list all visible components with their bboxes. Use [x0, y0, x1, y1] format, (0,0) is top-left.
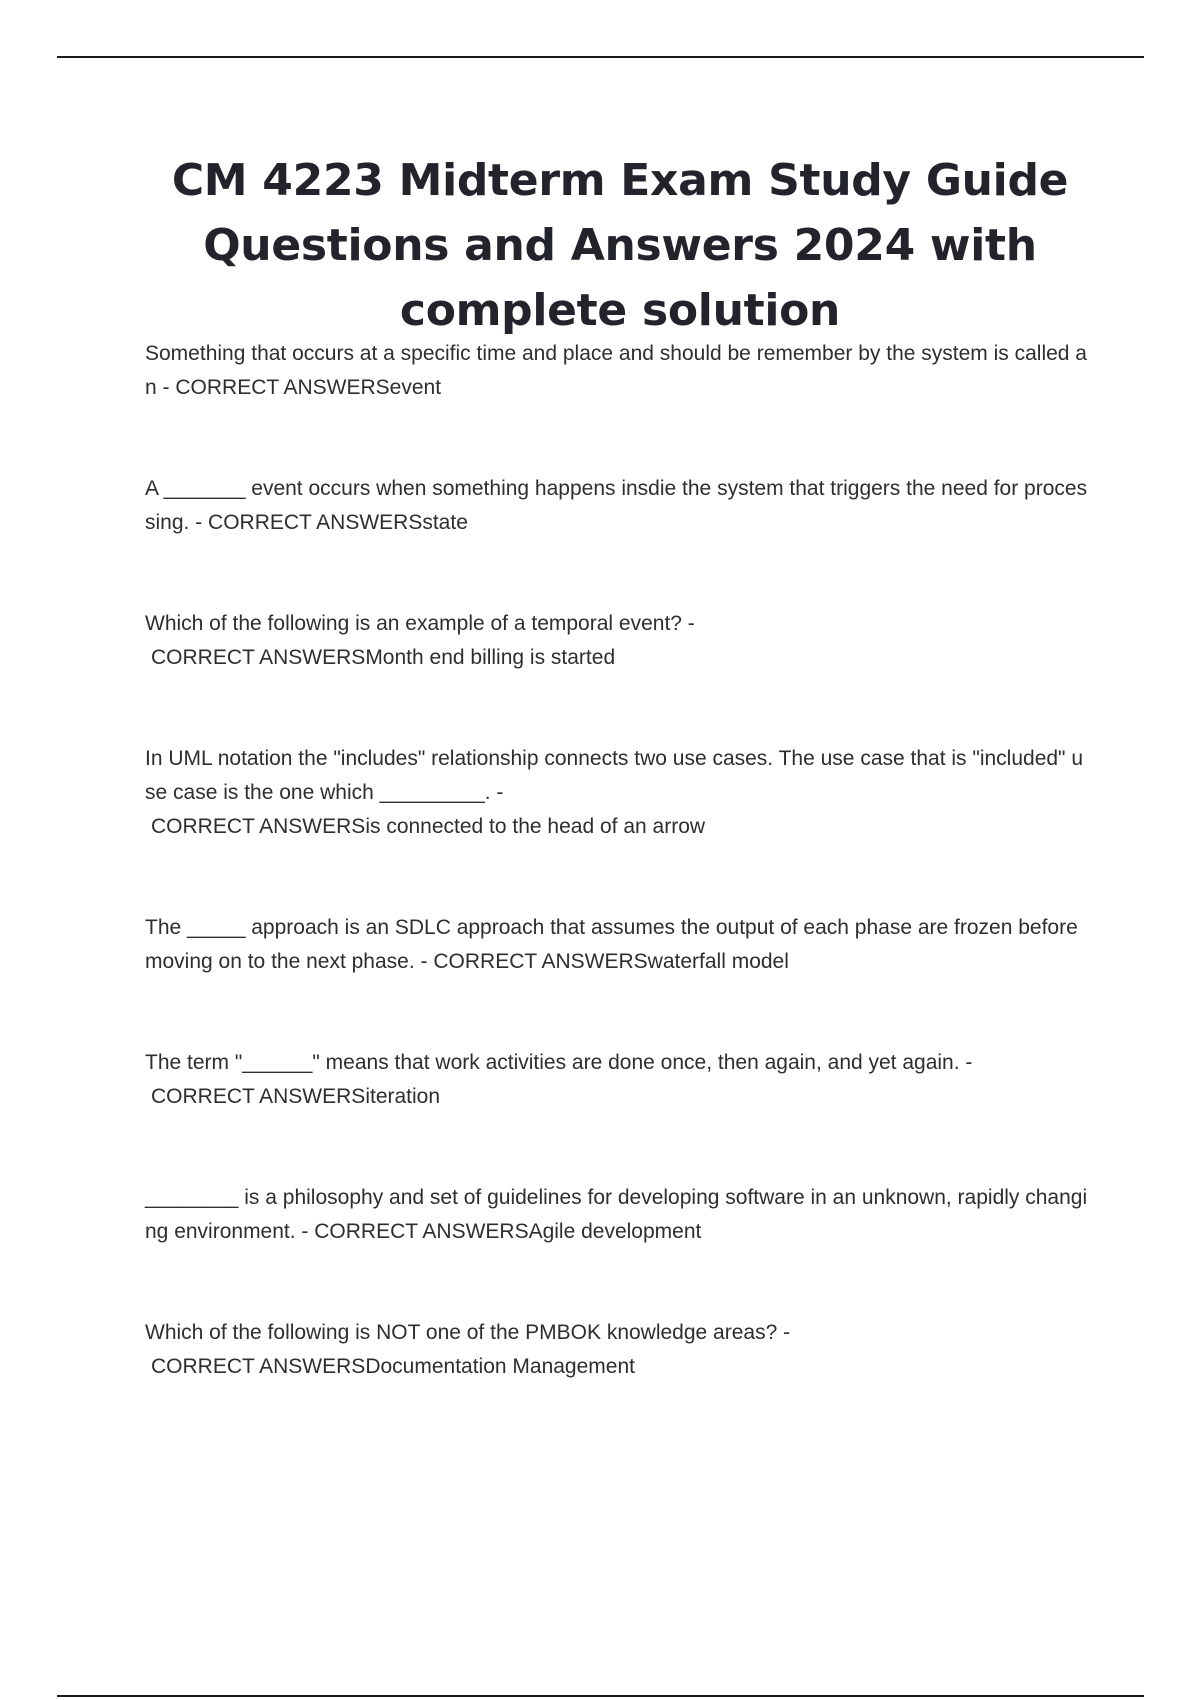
question-text: Which of the following is NOT one of the PMBOK knowledge areas? [145, 1321, 778, 1344]
qa-item: Which of the following is NOT one of the PMBOK knowledge areas? - CORRECT ANSWERSDocumentation Management [145, 1316, 1090, 1384]
question-text: ________ is a philosophy and set of guidelines for developing software in an unknown, rapidly changing environment. [145, 1186, 1088, 1243]
answer-line [145, 641, 1090, 675]
answer-text: iteration [365, 1085, 441, 1108]
answer-prefix: CORRECT ANSWERS [208, 511, 423, 534]
top-divider [57, 56, 1144, 58]
answer-prefix: CORRECT ANSWERS [151, 1355, 366, 1378]
answer-text: Month end billing is started [365, 646, 616, 669]
answer-prefix: CORRECT ANSWERS [175, 376, 390, 399]
question-text: The term "______" means that work activities are done once, then again, and yet again. [145, 1051, 960, 1074]
answer-prefix: CORRECT ANSWERS [151, 1085, 366, 1108]
question-text: The _____ approach is an SDLC approach that assumes the output of each phase are frozen before moving on to the next phase. [145, 916, 1078, 973]
answer-prefix: CORRECT ANSWERS [314, 1220, 529, 1243]
answer-line [145, 1350, 1090, 1384]
bottom-divider [57, 1695, 1144, 1697]
qa-item: ________ is a philosophy and set of guidelines for developing software in an unknown, rapidly changing environment. - CORRECT ANSWERSAgile development [145, 1186, 1088, 1243]
qa-item: The _____ approach is an SDLC approach that assumes the output of each phase are frozen before moving on to the next phase. - CORRECT ANSWERSwaterfall model [145, 916, 1078, 973]
answer-prefix: CORRECT ANSWERS [151, 815, 366, 838]
answer-text: is connected to the head of an arrow [365, 815, 706, 838]
answer-line [145, 810, 1090, 844]
qa-item: The term "______" means that work activities are done once, then again, and yet again. - CORRECT ANSWERSiteration [145, 1046, 1090, 1114]
page-title: CM 4223 Midterm Exam Study Guide Questions and Answers 2024 with complete solution [171, 155, 1069, 336]
answer-text: event [389, 376, 442, 399]
answer-prefix: CORRECT ANSWERS [433, 950, 648, 973]
question-text: In UML notation the "includes" relationship connects two use cases. The use case that is "included" use case is the one which _________. [145, 747, 1084, 804]
qa-list [145, 337, 1090, 1384]
question-text: A _______ event occurs when something happens insdie the system that triggers the need for processing. [145, 477, 1088, 534]
answer-text: Documentation Management [365, 1355, 635, 1378]
answer-text: Agile development [528, 1220, 702, 1243]
answer-text: waterfall model [647, 950, 789, 973]
answer-line [145, 1080, 1090, 1114]
qa-item: A _______ event occurs when something happens insdie the system that triggers the need for processing. - CORRECT ANSWERSstate [145, 477, 1088, 534]
answer-prefix: CORRECT ANSWERS [151, 646, 366, 669]
qa-item: Something that occurs at a specific time and place and should be remember by the system is called an - CORRECT ANSWERSevent [145, 342, 1087, 399]
qa-item: Which of the following is an example of a temporal event? - CORRECT ANSWERSMonth end billing is started [145, 607, 1090, 675]
question-text: Something that occurs at a specific time and place and should be remember by the system is called an [145, 342, 1087, 399]
question-text: Which of the following is an example of a temporal event? [145, 612, 682, 635]
answer-text: state [422, 511, 468, 534]
qa-item: In UML notation the "includes" relationship connects two use cases. The use case that is "included" use case is the one which _________. - CORRECT ANSWERSis connected to the head of an arrow [145, 742, 1090, 844]
